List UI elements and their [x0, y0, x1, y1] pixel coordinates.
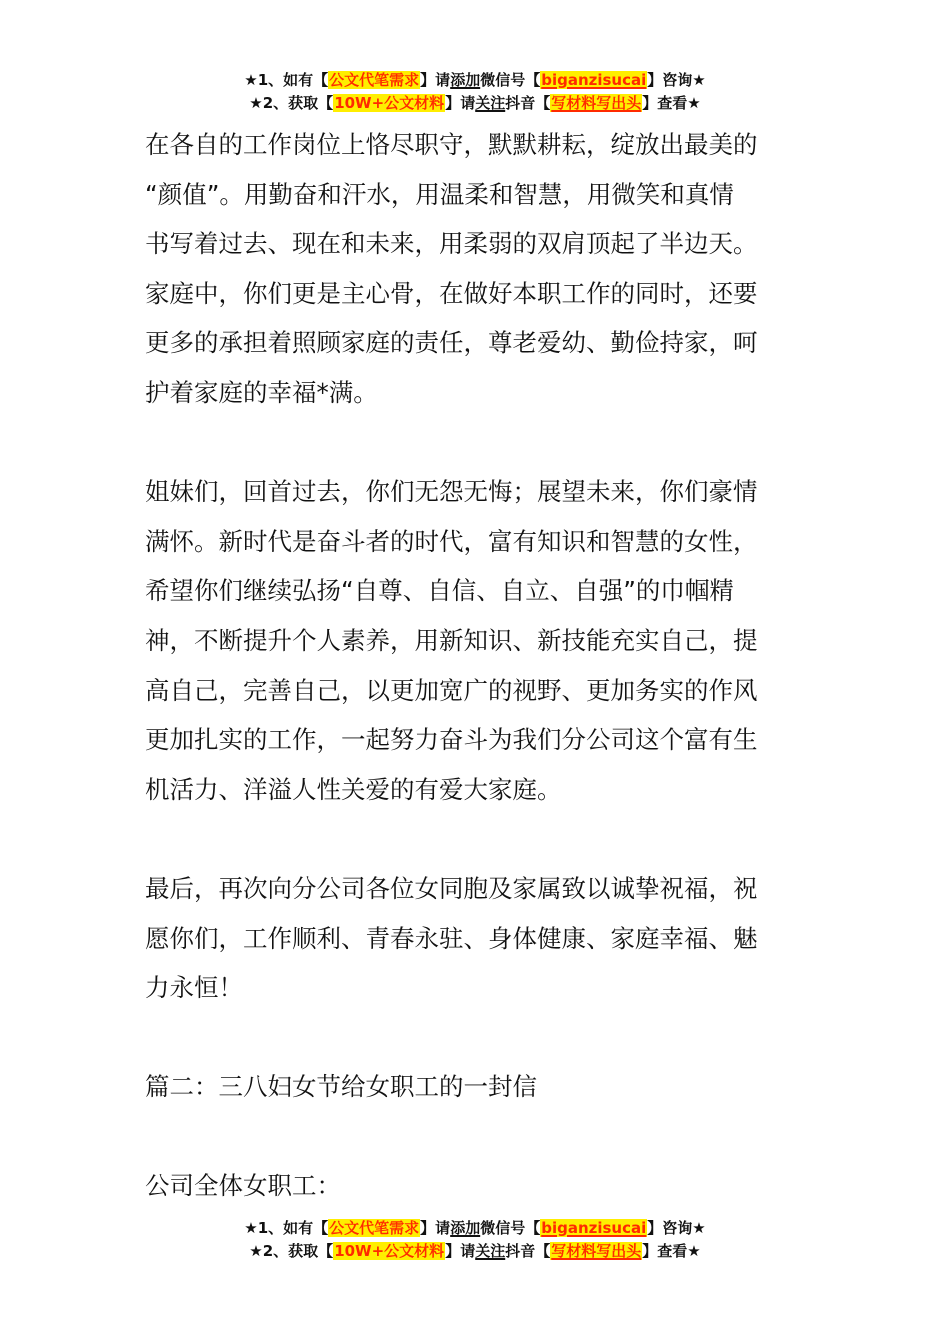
header-banner [0, 69, 950, 115]
salutation: 公司全体女职工： [145, 1171, 341, 1201]
text-line: 神，不断提升个人素养，用新知识、新技能充实自己，提 [145, 625, 758, 655]
paragraph-2 [145, 467, 815, 814]
text-line: 愿你们，工作顺利、青春永驻、身体健康、家庭幸福、魅 [145, 923, 758, 953]
banner-text: 】咨询★ [647, 71, 706, 89]
text-line: 高自己，完善自己，以更加宽广的视野、更加务实的作风 [145, 675, 758, 705]
text-line: 希望你们继续弘扬“自尊、自信、自立、自强”的巾帼精 [145, 576, 734, 606]
highlight-text: 10W+公文材料 [334, 94, 445, 112]
banner-line-1 [0, 69, 950, 92]
paragraph-gap [145, 1112, 815, 1162]
banner-text: 】请 [420, 1219, 451, 1237]
banner-text: ★2、获取【 [249, 1242, 334, 1260]
paragraph-3 [145, 864, 815, 1013]
banner-text: 抖音【 [505, 1242, 551, 1260]
douyin-account: 写材料写出头 [551, 94, 642, 112]
wechat-id: biganzisucai [541, 1219, 647, 1237]
banner-line-1 [0, 1217, 950, 1240]
banner-text: 微信号【 [480, 71, 541, 89]
banner-text: 】咨询★ [647, 1219, 706, 1237]
banner-text: 抖音【 [505, 94, 551, 112]
section-heading: 篇二：三八妇女节给女职工的一封信 [145, 1072, 537, 1102]
paragraph-1 [145, 120, 815, 418]
text-line: 在各自的工作岗位上恪尽职守，默默耕耘，绽放出最美的 [145, 130, 758, 159]
text-line: 更加扎实的工作，一起努力奋斗为我们分公司这个富有生 [145, 725, 758, 755]
text-line: 书写着过去、现在和未来，用柔弱的双肩顶起了半边天。 [145, 229, 758, 259]
banner-text: ★1、如有【 [244, 1219, 329, 1237]
douyin-account: 写材料写出头 [551, 1242, 642, 1260]
wechat-id: biganzisucai [541, 71, 647, 89]
banner-text: ★2、获取【 [249, 94, 334, 112]
text-line: 护着家庭的幸福*满。 [145, 377, 378, 407]
banner-line-2 [0, 1240, 950, 1263]
text-line: 力永恒！ [145, 973, 243, 1003]
banner-text: ★1、如有【 [244, 71, 329, 89]
highlight-text: 公文代笔需求 [329, 71, 420, 89]
banner-text: 】请 [445, 1242, 476, 1260]
highlight-text: 公文代笔需求 [329, 1219, 420, 1237]
banner-text: 】请 [445, 94, 476, 112]
paragraph-gap [145, 418, 815, 468]
text-line: 更多的承担着照顾家庭的责任，尊老爱幼、勤俭持家，呵 [145, 328, 758, 358]
text-line: “颜值”。用勤奋和汗水，用温柔和智慧，用微笑和真情 [145, 179, 734, 209]
underlined-text: 关注 [475, 1242, 506, 1260]
banner-text: 】请 [420, 71, 451, 89]
text-line: 满怀。新时代是奋斗者的时代，富有知识和智慧的女性， [145, 526, 758, 556]
text-line: 家庭中，你们更是主心骨，在做好本职工作的同时，还要 [145, 278, 758, 308]
banner-text: 】查看★ [642, 94, 701, 112]
underlined-text: 关注 [475, 94, 506, 112]
banner-text: 微信号【 [480, 1219, 541, 1237]
document-body [145, 120, 815, 1211]
highlight-text: 10W+公文材料 [334, 1242, 445, 1260]
paragraph-gap [145, 1013, 815, 1063]
text-line: 姐妹们，回首过去，你们无怨无悔；展望未来，你们豪情 [145, 477, 758, 507]
text-line: 机活力、洋溢人性关爱的有爱大家庭。 [145, 774, 562, 804]
footer-banner [0, 1217, 950, 1263]
underlined-text: 添加 [450, 1219, 481, 1237]
paragraph-gap [145, 814, 815, 864]
banner-line-2 [0, 92, 950, 115]
underlined-text: 添加 [450, 71, 481, 89]
text-line: 最后，再次向分公司各位女同胞及家属致以诚挚祝福，祝 [145, 873, 758, 903]
banner-text: 】查看★ [642, 1242, 701, 1260]
